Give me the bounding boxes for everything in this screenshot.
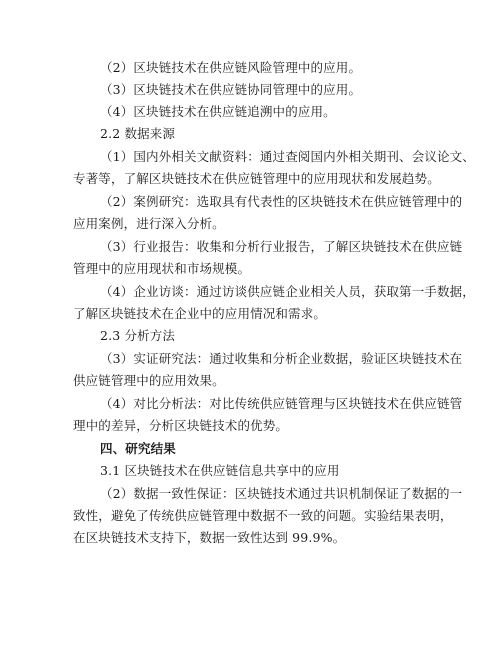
paragraph-comparative-line-1: （4）对比分析法：对比传统供应链管理与区块链技术在供应链管 xyxy=(100,396,463,411)
section-heading-data-sources: 2.2 数据来源 xyxy=(100,126,176,141)
paragraph-interview-line-2: 了解区块链技术在企业中的应用情况和需求。 xyxy=(73,306,327,321)
section-heading-analysis-methods: 2.3 分析方法 xyxy=(100,328,176,343)
paragraph-literature-line-1: （1）国内外相关文献资料：通过查阅国内外相关期刊、会议论文、 xyxy=(100,149,475,164)
paragraph-consistency-line-2: 致性，避免了传统供应链管理中数据不一致的问题。实验结果表明， xyxy=(73,508,453,523)
paragraph-industry-report-line-2: 管理中的应用现状和市场规模。 xyxy=(73,261,251,276)
paragraph-consistency-line-3: 在区块链技术支持下，数据一致性达到 99.9%。 xyxy=(73,530,346,545)
list-item-risk-management: （2）区块链技术在供应链风险管理中的应用。 xyxy=(100,60,362,75)
paragraph-case-study-line-1: （2）案例研究：选取具有代表性的区块链技术在供应链管理中的 xyxy=(100,194,463,209)
chapter-heading-results: 四、研究结果 xyxy=(100,441,176,456)
paragraph-comparative-line-2: 理中的差异，分析区块链技术的优势。 xyxy=(73,418,289,433)
paragraph-consistency-line-1: （2）数据一致性保证：区块链技术通过共识机制保证了数据的一 xyxy=(100,486,463,501)
paragraph-industry-report-line-1: （3）行业报告：收集和分析行业报告，了解区块链技术在供应链 xyxy=(100,239,463,254)
paragraph-interview-line-1: （4）企业访谈：通过访谈供应链企业相关人员，获取第一手数据， xyxy=(100,284,475,299)
paragraph-case-study-line-2: 应用案例，进行深入分析。 xyxy=(73,216,225,231)
section-heading-information-sharing: 3.1 区块链技术在供应链信息共享中的应用 xyxy=(100,463,340,478)
paragraph-empirical-line-2: 供应链管理中的应用效果。 xyxy=(73,373,225,388)
list-item-collaborative-management: （3）区块链技术在供应链协同管理中的应用。 xyxy=(100,82,362,97)
list-item-traceability: （4）区块链技术在供应链追溯中的应用。 xyxy=(100,104,336,119)
paragraph-literature-line-2: 专著等，了解区块链技术在供应链管理中的应用现状和发展趋势。 xyxy=(73,171,440,186)
paragraph-empirical-line-1: （3）实证研究法：通过收集和分析企业数据，验证区块链技术在 xyxy=(100,351,463,366)
